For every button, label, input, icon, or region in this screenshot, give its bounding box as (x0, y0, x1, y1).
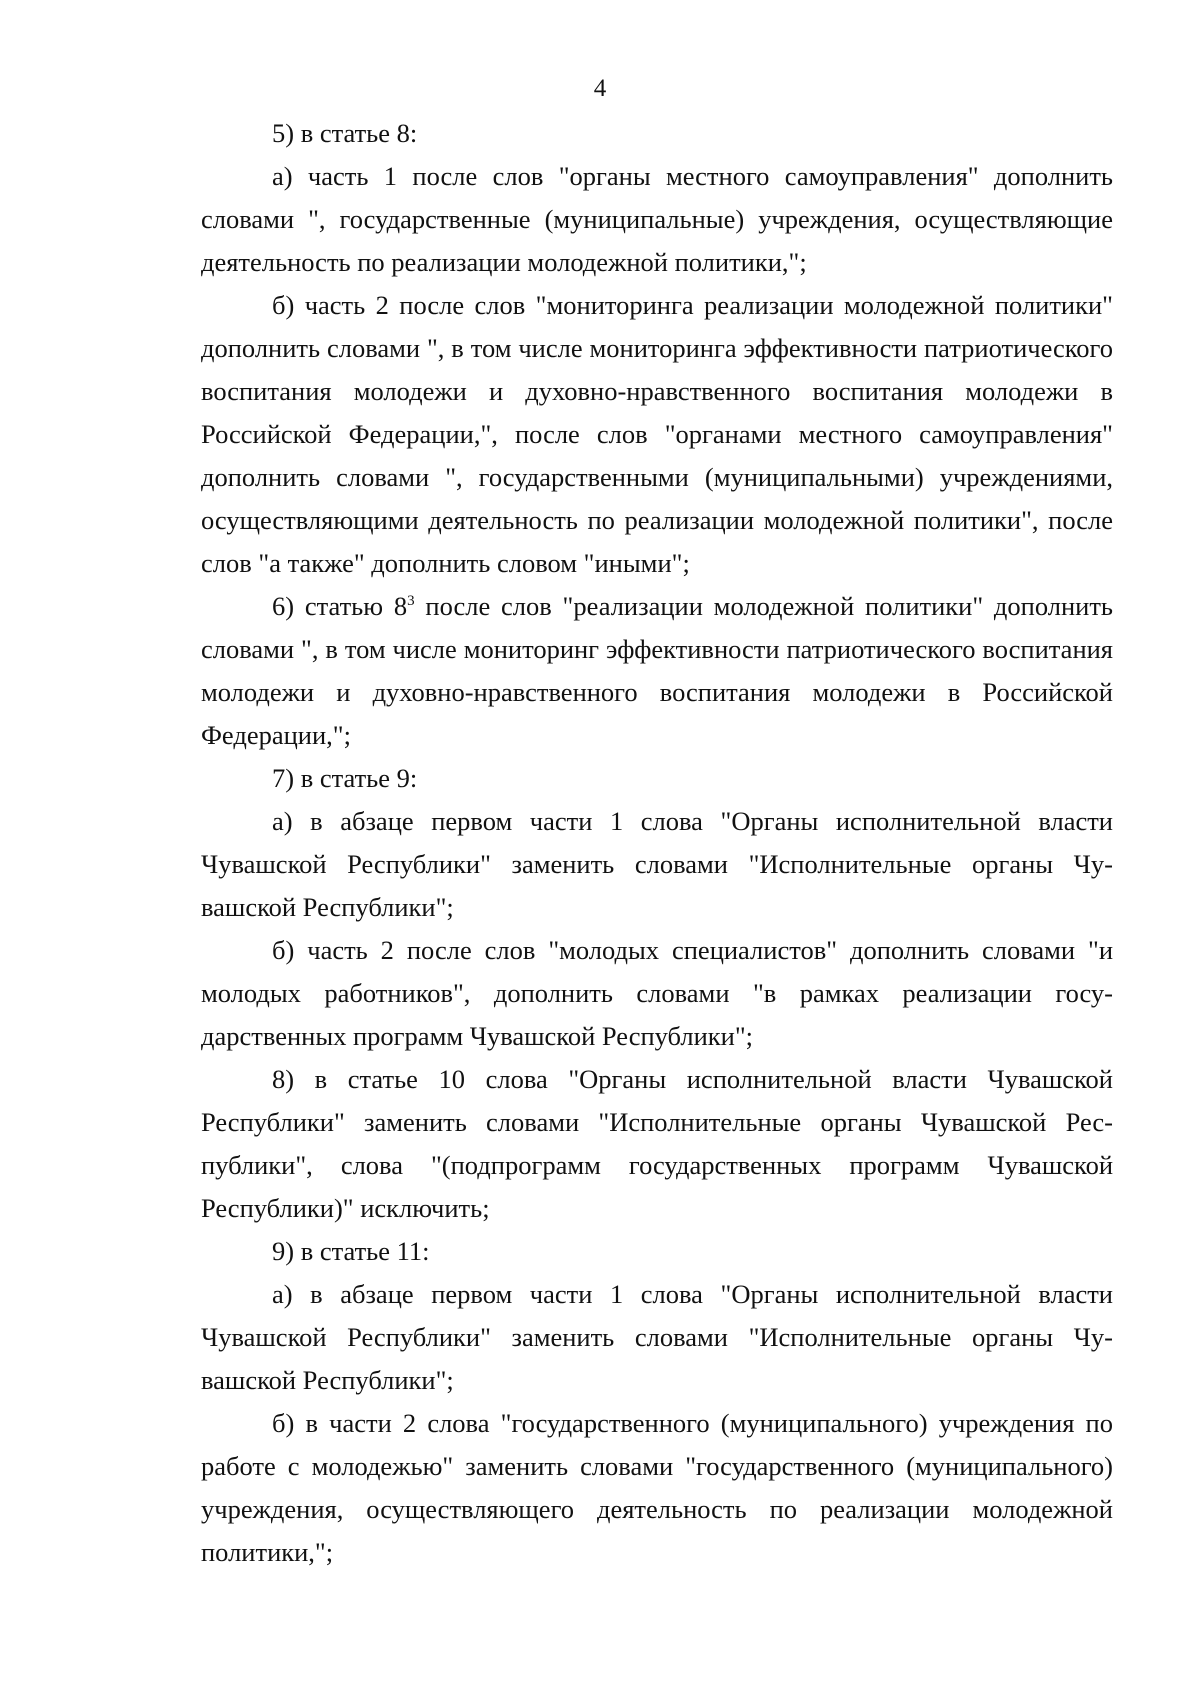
article-superscript: 3 (407, 593, 415, 610)
paragraph-subitem-9a: а) в абзаце первом части 1 слова "Органы исполнительной власти Чувашской Республики" заменить словами "Исполнительные органы Чувашской Республики"; (201, 1279, 1113, 1395)
paragraph-subitem-5b: б) часть 2 после слов "мониторинга реализации молодежной политики" дополнить словами ", в том числе мониторинга эффективности патриотического воспитания молодежи и духовно-нравственного воспитания молодежи в Российской Федерации,", после слов "органами местного самоуправления" дополнить словами ", государственными (муниципальными) учреждениями, осуществляющими деятельность по реализации молодежной политики", после слов "а также" дополнить словом "иными"; (201, 290, 1113, 578)
paragraph-item-6-end: после слов "реализации молодежной политики" дополнить словами ", в том числе мониторинг эффективности патриотического воспитания молодежи и духовно-нравственного воспитания молодежи в Российской Федерации,"; (201, 591, 1113, 750)
paragraph-item-5: 5) в статье 8: (272, 118, 418, 148)
paragraph-item-6-start: 6) статью 8 (272, 591, 408, 621)
paragraph-subitem-5a: а) часть 1 после слов "органы местного самоуправления" дополнить словами ", государственные (муниципальные) учреждения, осуществляющие деятельность по реализации молодежной политики,"; (201, 161, 1113, 277)
document-body (201, 112, 1113, 1574)
paragraph-subitem-7b: б) часть 2 после слов "молодых специалистов" дополнить словами "и молодых работников", дополнить словами "в рамках реализации государственных программ Чувашской Республики"; (201, 935, 1113, 1051)
paragraph-item-9: 9) в статье 11: (272, 1236, 430, 1266)
paragraph-item-7: 7) в статье 9: (272, 763, 418, 793)
paragraph-subitem-7a: а) в абзаце первом части 1 слова "Органы исполнительной власти Чувашской Республики" заменить словами "Исполнительные органы Чувашской Республики"; (201, 806, 1113, 922)
paragraph-subitem-9b: б) в части 2 слова "государственного (муниципального) учреждения по работе с молодежью" заменить словами "государственного (муниципального) учреждения, осуществляющего деятельность по реализации молодежной политики,"; (201, 1408, 1113, 1567)
paragraph-item-8: 8) в статье 10 слова "Органы исполнительной власти Чувашской Республики" заменить словами "Исполнительные органы Чувашской Республики", слова "(подпрограмм государственных программ Чувашской Республики)" исключить; (201, 1064, 1113, 1223)
page-number: 4 (593, 75, 607, 102)
paragraph-item-6 (201, 585, 1113, 757)
